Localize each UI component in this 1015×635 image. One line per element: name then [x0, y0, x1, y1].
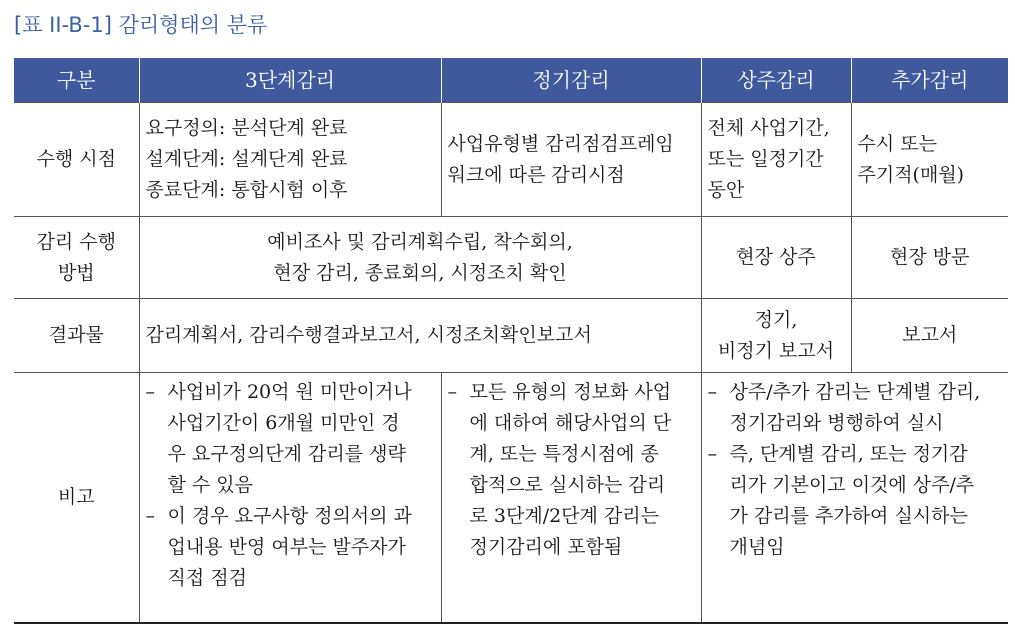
dash-marker: – [447, 381, 457, 403]
remarks-line: 합적으로 실시하는 감리 [469, 474, 666, 496]
remarks-line: 사업비가 20억 원 미만이거나 [167, 381, 412, 403]
output-resident-line: 비정기 보고서 [717, 339, 835, 362]
timing-regular-line: 워크에 따른 감리시점 [447, 163, 625, 186]
remarks-line: 로 3단계/2단계 감리는 [469, 505, 659, 527]
timing-stage3-line: 종료단계: 통합시험 이후 [145, 179, 348, 201]
timing-additional-line: 수시 또는 [857, 132, 937, 155]
remarks-line: 이 경우 요구사항 정의서의 과 [167, 505, 412, 527]
timing-regular [441, 103, 701, 217]
remarks-line: 사업기간이 6개월 미만인 경 [167, 412, 400, 434]
remarks-line: 에 대하여 해당사업의 단 [469, 412, 672, 434]
remarks-stage3-bullet [146, 501, 435, 594]
row-output [14, 299, 1008, 373]
remarks-line: 리가 기본이고 이것에 상주/추 [729, 474, 975, 496]
remarks-regular-bullet [448, 377, 695, 563]
timing-additional-line: 주기적(매월) [857, 163, 965, 186]
remarks-line: 개념임 [729, 536, 785, 558]
remarks-resident-bullet [708, 439, 1003, 563]
timing-stage3-line: 요구정의: 분석단계 완료 [145, 117, 348, 139]
dash-marker: – [145, 505, 155, 527]
timing-resident-line: 동안 [707, 179, 745, 201]
row-method [14, 217, 1008, 299]
header-category: 구분 [14, 58, 139, 103]
remarks-line: 계, 또는 특정시점에 종 [469, 443, 659, 465]
timing-stage3 [139, 103, 441, 217]
remarks-line: 정기감리에 포함됨 [469, 536, 623, 558]
classification-table [14, 58, 1008, 624]
method-additional: 현장 방문 [851, 217, 1008, 299]
header-row [14, 58, 1008, 103]
row-label-timing: 수행 시점 [14, 103, 139, 217]
table-caption: [표 II-B-1] 감리형태의 분류 [14, 13, 268, 37]
output-additional: 보고서 [851, 299, 1008, 373]
remarks-line: 우 요구정의단계 감리를 생략 [167, 443, 406, 465]
method-common-line: 예비조사 및 감리계획수립, 착수회의, [267, 230, 573, 253]
timing-regular-line: 사업유형별 감리점검프레임 [447, 132, 674, 155]
remarks-line: 모든 유형의 정보화 사업 [469, 381, 672, 403]
remarks-line: 업내용 반영 여부는 발주자가 [167, 536, 406, 558]
method-common-line: 현장 감리, 종료회의, 시정조치 확인 [273, 261, 567, 284]
remarks-line: 즉, 단계별 감리, 또는 정기감 [729, 443, 968, 465]
output-common: 감리계획서, 감리수행결과보고서, 시정조치확인보고서 [139, 299, 701, 373]
header-regular: 정기감리 [441, 58, 701, 103]
timing-resident-line: 전체 사업기간, [707, 117, 830, 139]
output-resident-line: 정기, [754, 308, 798, 331]
method-common [139, 217, 701, 299]
timing-resident [701, 103, 851, 217]
method-resident: 현장 상주 [701, 217, 851, 299]
row-label-method [14, 217, 139, 299]
dash-marker: – [145, 381, 155, 403]
output-resident [701, 299, 851, 373]
remarks-line: 직접 점검 [167, 567, 247, 589]
dash-marker: – [707, 443, 717, 465]
timing-additional [851, 103, 1008, 217]
timing-resident-line: 또는 일정기간 [707, 148, 824, 170]
remarks-resident-additional [701, 373, 1008, 623]
remarks-line: 상주/추가 감리는 단계별 감리, [729, 381, 981, 403]
dash-marker: – [707, 381, 717, 403]
remarks-line: 가 감리를 추가하여 실시하는 [729, 505, 968, 527]
row-label-method-line: 감리 수행 [36, 230, 116, 253]
remarks-stage3-bullet [146, 377, 435, 501]
remarks-line: 정기감리와 병행하여 실시 [729, 412, 944, 434]
row-label-output: 결과물 [14, 299, 139, 373]
row-label-method-line: 방법 [57, 261, 95, 284]
remarks-line: 할 수 있음 [167, 474, 253, 496]
header-stage3: 3단계감리 [139, 58, 441, 103]
row-remarks [14, 373, 1008, 623]
remarks-stage3 [139, 373, 441, 623]
row-label-remarks: 비고 [14, 373, 139, 623]
remarks-resident-bullet [708, 377, 1003, 439]
row-timing [14, 103, 1008, 217]
timing-stage3-line: 설계단계: 설계단계 완료 [145, 148, 348, 170]
header-additional: 추가감리 [851, 58, 1008, 103]
header-resident: 상주감리 [701, 58, 851, 103]
remarks-regular [441, 373, 701, 623]
